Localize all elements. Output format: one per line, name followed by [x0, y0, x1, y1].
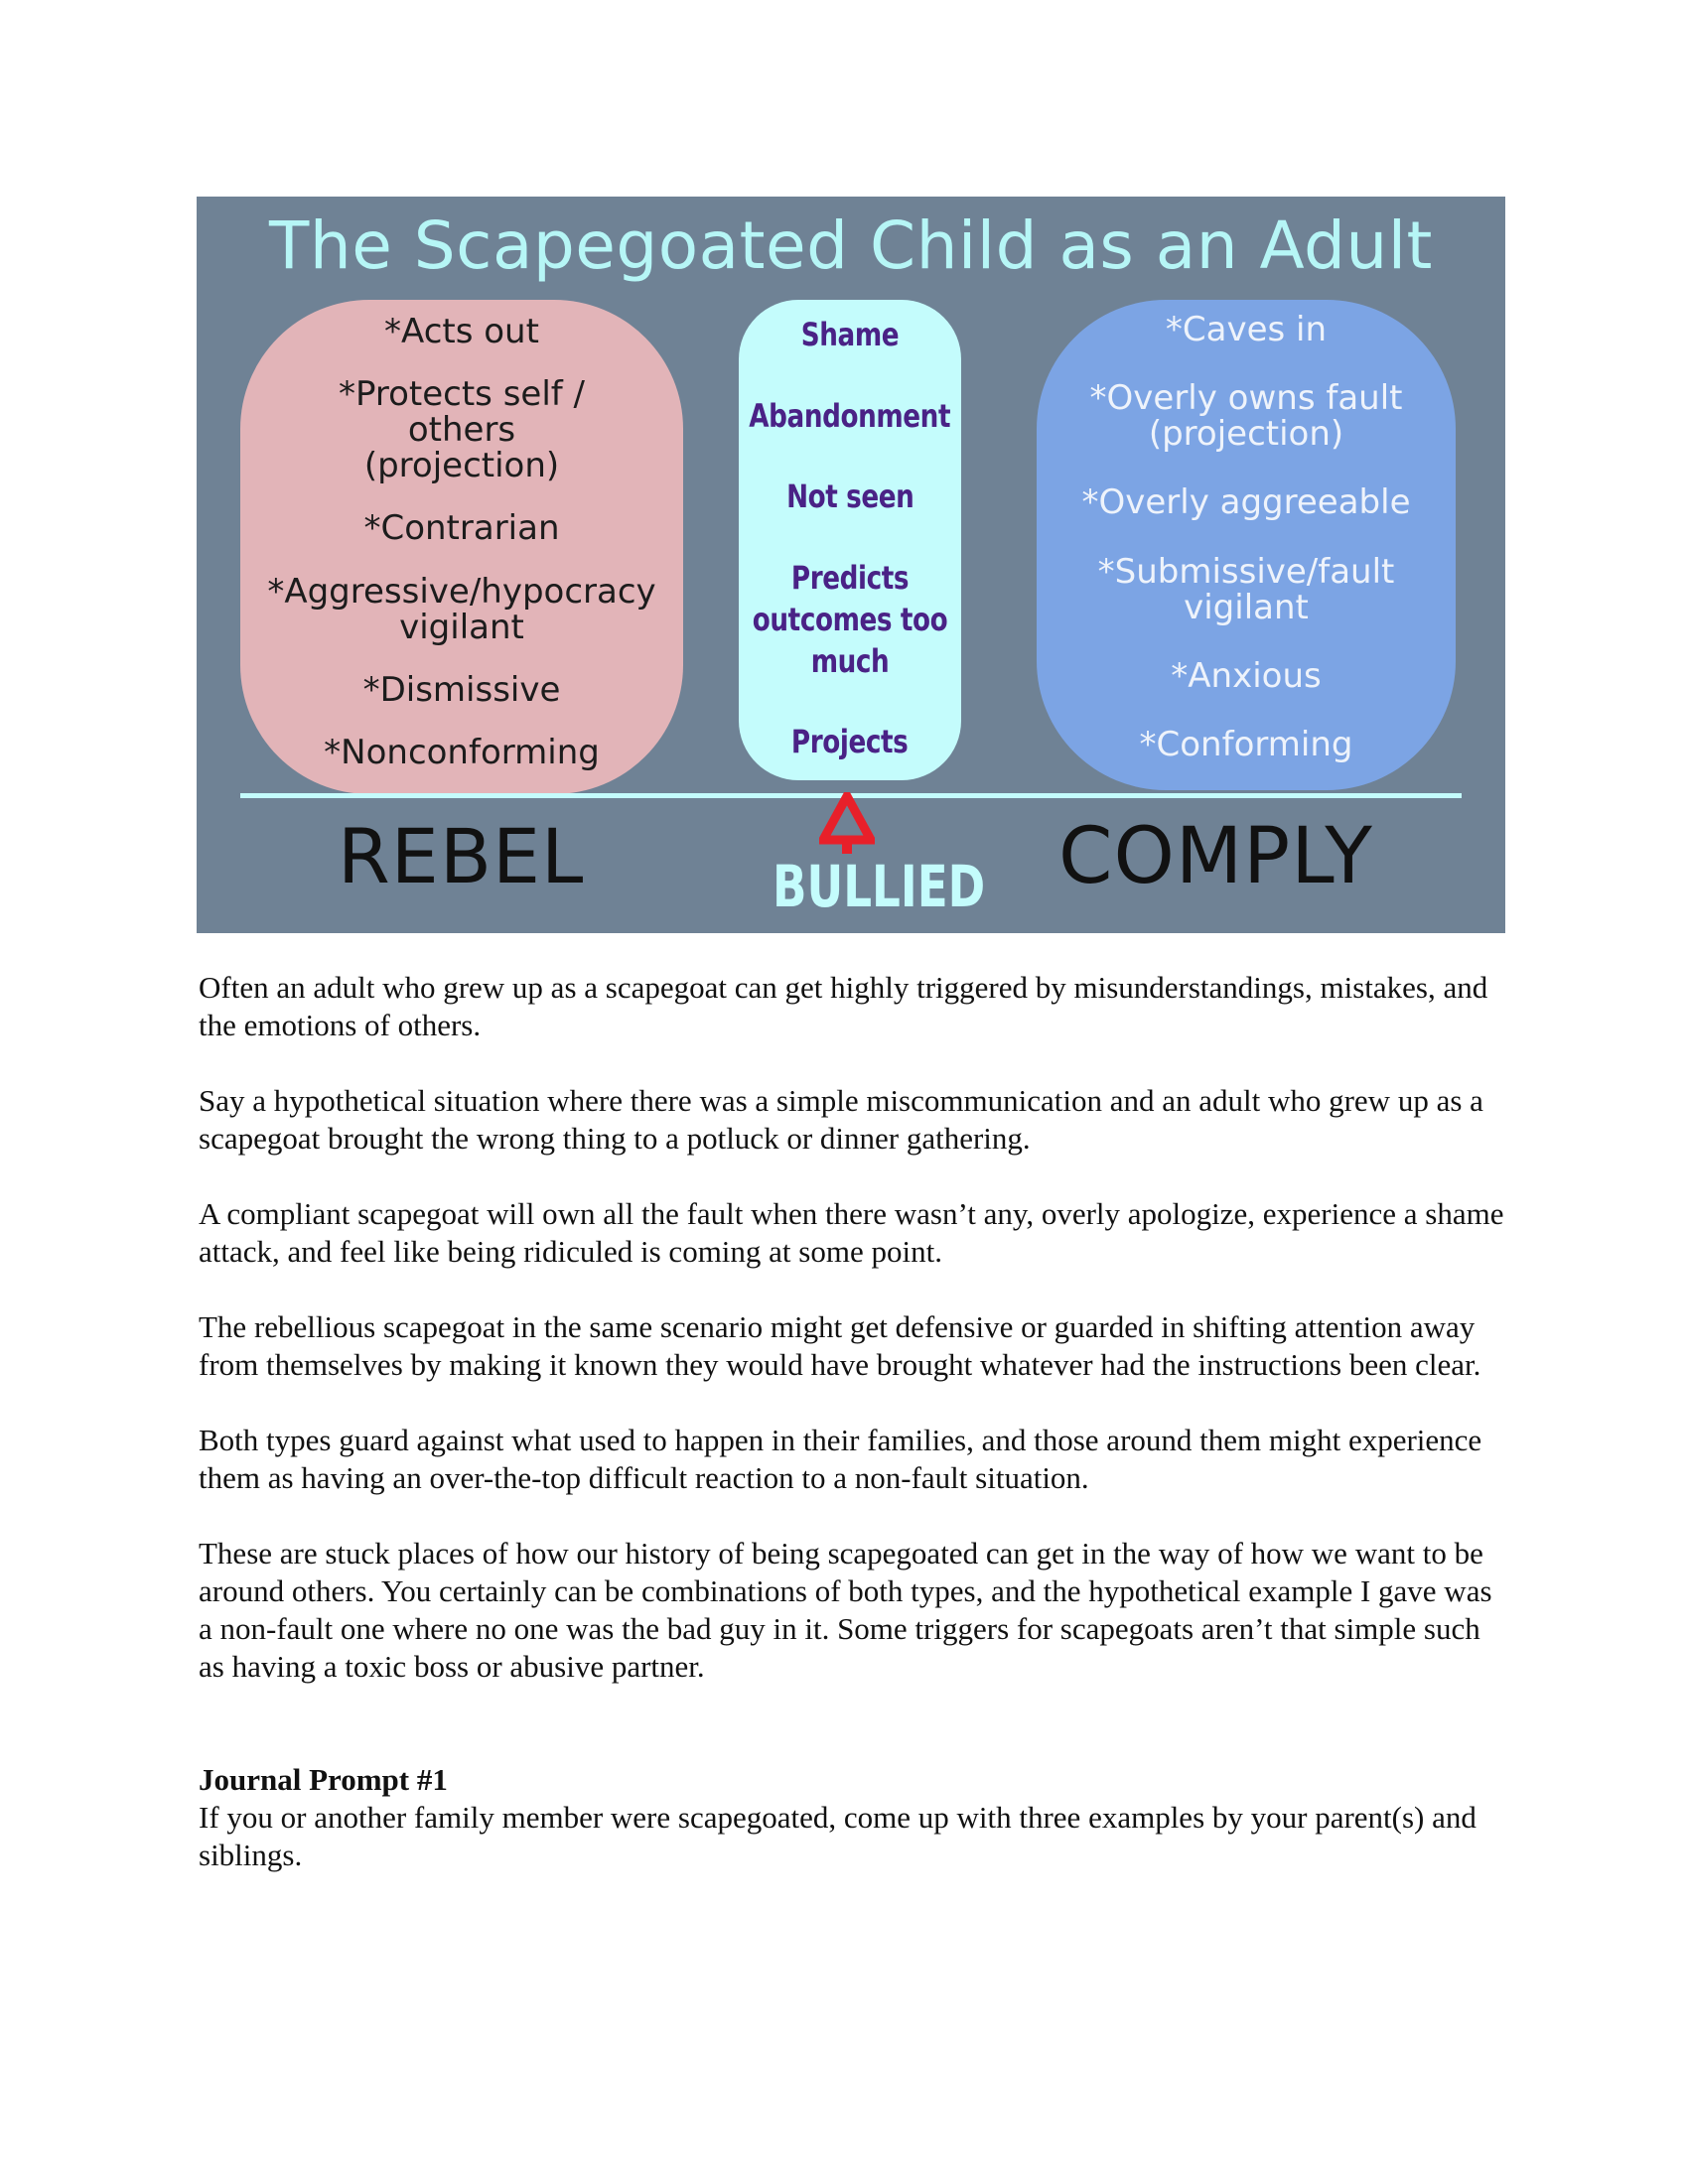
rebel-trait: *Protects self / others (projection): [338, 374, 586, 486]
paragraph: These are stuck places of how our history of being scapegoated can get in the way of how we want to be around others. You certainly can be combinations of both types, and the hypothetical example I gave was a non-fault one where no one was the bad guy in it. Some triggers for scapegoats aren’t that simple such as having a toxic boss or abusive partner.: [199, 1536, 1492, 1684]
paragraph: Say a hypothetical situation where there was a simple miscommunication and an adult who grew up as a scapegoat brought the wrong thing to a potluck or dinner gathering.: [199, 1083, 1483, 1156]
bullied-emotion: Predicts outcomes too much: [752, 558, 948, 680]
comply-trait: *Anxious: [1171, 655, 1322, 696]
journal-prompt-text: If you or another family member were scapegoated, come up with three examples by your parent(s) and siblings.: [199, 1800, 1477, 1872]
bullied-emotion: Shame: [800, 316, 900, 353]
bullied-emotions-panel: [739, 300, 961, 780]
bullied-emotion: Projects: [791, 723, 909, 760]
rebel-trait: *Nonconforming: [324, 732, 600, 772]
paragraph: Often an adult who grew up as a scapegoat can get highly triggered by misunderstandings, mistakes, and the emotions of others.: [199, 970, 1488, 1042]
rebel-trait: *Acts out: [384, 312, 539, 351]
journal-prompt-heading: Journal Prompt #1: [199, 1762, 448, 1797]
comply-trait: *Overly aggreeable: [1081, 482, 1411, 523]
comply-label: COMPLY: [1058, 812, 1373, 901]
comply-trait: *Overly owns fault (projection): [1089, 378, 1403, 455]
comply-trait: *Conforming: [1139, 724, 1353, 764]
comply-traits-panel: [1037, 300, 1456, 790]
paragraph: Both types guard against what used to happen in their families, and those around them might experience them as having an over-the-top difficult reaction to a non-fault situation.: [199, 1423, 1482, 1495]
scapegoat-infographic: [197, 197, 1505, 933]
bullied-emotion: Not seen: [785, 478, 914, 515]
up-arrow-icon: [819, 792, 875, 854]
body-text: [199, 969, 1509, 1874]
spacer: [199, 1723, 1509, 1761]
comply-trait: *Caves in: [1165, 310, 1328, 349]
rebel-trait: *Aggressive/hypocracy vigilant: [267, 571, 656, 647]
rebel-label: REBEL: [338, 812, 585, 900]
bullied-label: BULLIED: [773, 853, 986, 920]
rebel-traits-panel: [240, 300, 683, 794]
bullied-emotion: Abandonment: [749, 396, 951, 435]
infographic-title: The Scapegoated Child as an Adult: [269, 207, 1433, 284]
rebel-trait: *Dismissive: [362, 669, 561, 710]
paragraph: The rebellious scapegoat in the same scenario might get defensive or guarded in shifting attention away from themselves by making it known they would have brought whatever had the instructions been clear.: [199, 1309, 1481, 1382]
paragraph: A compliant scapegoat will own all the fault when there wasn’t any, overly apologize, experience a shame attack, and feel like being ridiculed is coming at some point.: [199, 1196, 1504, 1269]
comply-trait: *Submissive/fault vigilant: [1097, 551, 1395, 627]
rebel-trait: *Contrarian: [363, 508, 560, 549]
